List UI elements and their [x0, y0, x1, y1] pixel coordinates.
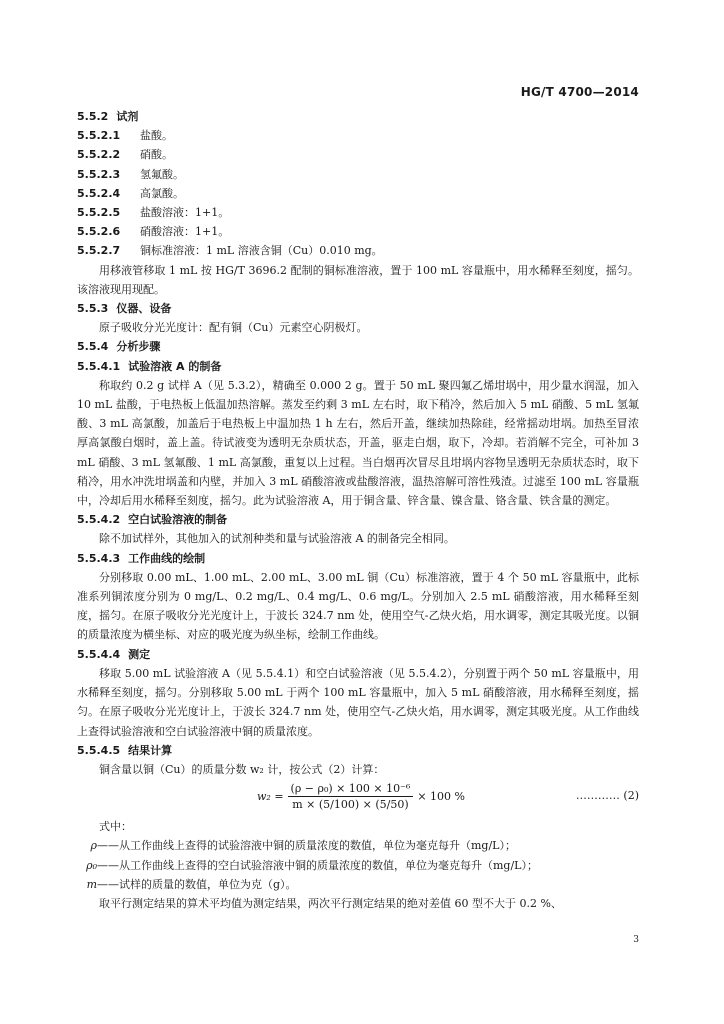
definition-text: ——试样的质量的数值，单位为克（g）。 — [97, 877, 297, 891]
section-number: 5.5.4.1 — [77, 359, 121, 373]
sample-prep-paragraph: 称取约 0.2 g 试样 A（见 5.3.2），精确至 0.000 2 g。置于 50 mL 聚四氟乙烯坩埚中，用少量水润湿，加入 10 mL 盐酸，于电热板上低温加热溶解。蒸发至约剩 3 mL 左右时，取下稍冷，然后加入 5 mL 硝酸、5 mL 氢氟酸、3 mL 高氯酸，加盖后于电热板上中温加热 1 h 左右，然后开盖，继续加热除硅，经常摇动坩埚。加热至冒浓厚高氯酸白烟时，盖上盖。待试液变为透明无杂质状态，开盖，驱走白烟，取下，冷却。若消解不完全，可补加 3 mL 硝酸、3 mL 氢氟酸、1 mL 高氯酸，重复以上过程。当白烟再次冒尽且坩埚内容物呈透明无杂质状态时，取下稍冷，用水冲洗坩埚盖和内壁，并加入 3 mL 硝酸溶液或盐酸溶液，温热溶解可溶性残渣。过滤至 100 mL 容量瓶中，冷却后用水稀释至刻度，摇匀。此为试验溶液 A，用于铜含量、锌含量、镍含量、铬含量、铁含量的测定。 — [77, 378, 639, 508]
section-5-5-4-4-heading — [77, 645, 639, 664]
reagent-text: 硝酸溶液：1+1。 — [140, 225, 230, 239]
section-title: 空白试验溶液的制备 — [128, 513, 228, 527]
definition-text: ——从工作曲线上查得的试验溶液中铜的质量浓度的数值，单位为毫克每升（mg/L）； — [97, 839, 516, 853]
section-number: 5.5.4.5 — [77, 743, 121, 757]
section-title: 仪器、设备 — [116, 302, 172, 316]
reagent-number: 5.5.2.2 — [77, 148, 121, 162]
section-title: 工作曲线的绘制 — [128, 551, 206, 565]
page-number: 3 — [633, 935, 639, 945]
reagent-item — [77, 241, 639, 260]
measurement-paragraph: 移取 5.00 mL 试验溶液 A（见 5.5.4.1）和空白试验溶液（见 5.5.4.2），分别置于两个 50 mL 容量瓶中，用水稀释至刻度，摇匀。分别移取 5.00 mL 于两个 100 mL 容量瓶中，加入 5 mL 硝酸溶液，用水稀释至刻度，摇匀。在原子吸收分光光度计上，于波长 324.7 nm 处，使用空气-乙炔火焰，用水调零，测定其吸光度。从工作曲线上查得试验溶液和空白试验溶液中铜的质量浓度。 — [77, 666, 639, 738]
formula-tail: × 100 % — [417, 790, 465, 804]
blank-prep-paragraph: 除不加试样外，其他加入的试剂种类和量与试验溶液 A 的制备完全相同。 — [99, 532, 455, 546]
reagent-text: 盐酸溶液：1+1。 — [140, 206, 230, 220]
formula-lhs: w₂ = — [257, 790, 284, 804]
formula-numerator: (ρ − ρ₀) × 100 × 10⁻⁶ — [288, 781, 414, 797]
reagent-item — [77, 165, 639, 184]
reagent-text: 高氯酸。 — [140, 186, 184, 200]
reagent-text: 硝酸。 — [140, 148, 173, 162]
section-title: 结果计算 — [128, 743, 173, 757]
final-paragraph: 取平行测定结果的算术平均值为测定结果，两次平行测定结果的绝对差值 60 型不大于 0.2 %、 — [99, 896, 562, 910]
calibration-paragraph: 分别移取 0.00 mL、1.00 mL、2.00 mL、3.00 mL 铜（Cu）标准溶液，置于 4 个 50 mL 容量瓶中，此标准系列铜浓度分别为 0 mg/L、0.2 mg/L、0.4 mg/L、0.6 mg/L。分别加入 2.5 mL 硝酸溶液，用水稀释至刻度，摇匀。在原子吸收分光光度计上，于波长 324.7 nm 处，使用空气-乙炔火焰，用水调零，测定其吸光度。以铜的质量浓度为横坐标、对应的吸光度为纵坐标，绘制工作曲线。 — [77, 570, 639, 642]
section-number: 5.5.4 — [77, 340, 109, 354]
reagent-text: 铜标准溶液：1 mL 溶液含铜（Cu）0.010 mg。 — [140, 244, 383, 258]
reagent-item — [77, 145, 639, 164]
reagent-number: 5.5.2.6 — [77, 225, 121, 239]
definition-m — [77, 875, 639, 894]
definition-symbol: ρ₀ — [86, 858, 97, 872]
reagent-item — [77, 184, 639, 203]
section-number: 5.5.4.2 — [77, 513, 121, 527]
section-number: 5.5.2 — [77, 110, 109, 123]
section-5-5-4-heading — [77, 337, 639, 356]
reagent-item — [77, 203, 639, 222]
formula — [257, 781, 465, 812]
reagent-text: 盐酸。 — [140, 129, 173, 143]
definition-rho — [77, 836, 639, 855]
section-title: 试验溶液 A 的制备 — [128, 359, 222, 373]
reagent-item — [77, 126, 639, 145]
section-5-5-4-5-heading — [77, 741, 639, 760]
instrument-paragraph: 原子吸收分光光度计：配有铜（Cu）元素空心阴极灯。 — [99, 321, 368, 335]
section-title: 测定 — [128, 647, 151, 661]
where-label: 式中： — [99, 820, 132, 834]
section-5-5-4-1-heading — [77, 357, 639, 376]
reagent-number: 5.5.2.4 — [77, 186, 121, 200]
section-5-5-3-heading — [77, 299, 639, 318]
standard-number-header: HG/T 4700—2014 — [520, 85, 639, 99]
section-title: 试剂 — [116, 110, 139, 123]
section-number: 5.5.4.3 — [77, 551, 121, 565]
equation-number: ………… (2) — [575, 789, 639, 803]
definition-text: ——从工作曲线上查得的空白试验溶液中铜的质量浓度的数值，单位为毫克每升（mg/L）； — [97, 858, 538, 872]
calculation-intro: 铜含量以铜（Cu）的质量分数 w₂ 计，按公式（2）计算： — [99, 762, 385, 776]
section-title: 分析步骤 — [116, 340, 161, 354]
reagent-number: 5.5.2.5 — [77, 206, 121, 220]
reagent-item — [77, 222, 639, 241]
reagent-number: 5.5.2.1 — [77, 129, 121, 143]
reagent-number: 5.5.2.7 — [77, 244, 121, 258]
section-5-5-4-3-heading — [77, 549, 639, 568]
reagent-number: 5.5.2.3 — [77, 167, 121, 181]
section-5-5-4-2-heading — [77, 510, 639, 529]
reagent-note-paragraph: 用移液管移取 1 mL 按 HG/T 3696.2 配制的铜标准溶液，置于 100 mL 容量瓶中，用水稀释至刻度，摇匀。该溶液现用现配。 — [77, 263, 639, 296]
formula-block — [77, 779, 639, 817]
definition-symbol: ρ — [90, 839, 97, 853]
formula-denominator: m × (5/100) × (5/50) — [292, 798, 409, 812]
section-number: 5.5.3 — [77, 302, 109, 316]
formula-fraction — [288, 781, 414, 812]
definition-symbol: m — [86, 877, 97, 891]
definition-rho0 — [77, 856, 639, 875]
section-5-5-2-heading — [77, 107, 639, 126]
document-body — [77, 107, 639, 913]
reagent-text: 氢氟酸。 — [140, 167, 184, 181]
section-number: 5.5.4.4 — [77, 647, 121, 661]
